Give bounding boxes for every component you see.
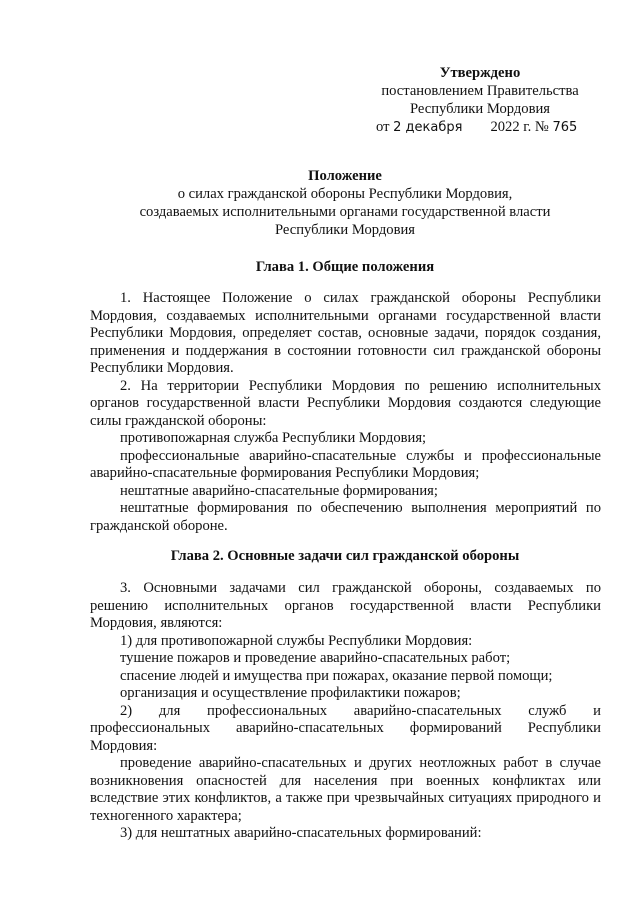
- paragraph: организация и осуществление профилактики пожаров;: [120, 685, 461, 701]
- date-prefix: от: [376, 119, 390, 135]
- paragraph: 2) для профессиональных аварийно-спасательных служб и профессиональных аварийно-спасательных формирований Республики Мордовия:: [90, 702, 601, 754]
- paragraph: 3) для нештатных аварийно-спасательных формирований:: [120, 825, 482, 841]
- paragraph: спасение людей и имущества при пожарах, оказание первой помощи;: [120, 667, 553, 684]
- approval-line-1: постановлением Правительства: [381, 83, 579, 99]
- paragraph: 1. Настоящее Положение о силах гражданской обороны Республики Мордовия, создаваемых исполнительными органами государственной власти Республики Мордовия, определяет состав, основные задачи, порядок создания, применения и поддержания в состоянии готовности сил гражданской обороны Республики Мордовия.: [90, 290, 601, 376]
- paragraph: 3. Основными задачами сил гражданской обороны, создаваемых по решению исполнительных органов государственной власти Республики Мордовия, являются:: [90, 580, 601, 631]
- paragraph: 1) для противопожарной службы Республики Мордовия:: [120, 632, 473, 649]
- document-subtitle-line-2: создаваемых исполнительными органами государственной власти: [139, 204, 551, 220]
- chapter-1-body: [90, 290, 601, 535]
- paragraph: нештатные аварийно-спасательные формирования;: [120, 482, 438, 499]
- document-title-block: [90, 167, 600, 239]
- date-year: 2022 г. №: [490, 119, 549, 135]
- date-day: 2 декабря: [393, 120, 463, 135]
- chapter-2-body: [90, 580, 601, 843]
- date-number: 765: [552, 120, 578, 135]
- approval-date-line: [370, 118, 590, 136]
- paragraph: тушение пожаров и проведение аварийно-спасательных работ;: [120, 650, 511, 666]
- document-subtitle-line-1: о силах гражданской обороны Республики Мордовия,: [177, 186, 513, 202]
- approval-title: Утверждено: [439, 65, 521, 81]
- approval-stamp: [370, 64, 590, 136]
- paragraph: 2. На территории Республики Мордовия по решению исполнительных органов государственной власти Республики Мордовия создаются следующие силы гражданской обороны:: [90, 377, 601, 429]
- paragraph: нештатные формирования по обеспечению выполнения мероприятий по гражданской обороне.: [90, 500, 601, 534]
- chapter-2-heading: Глава 2. Основные задачи сил гражданской обороны: [170, 548, 520, 564]
- approval-line-2: Республики Мордовия: [409, 101, 550, 117]
- document-title: Положение: [308, 168, 382, 184]
- paragraph: профессиональные аварийно-спасательные службы и профессиональные аварийно-спасательные формирования Республики Мордовия;: [90, 447, 601, 481]
- paragraph: проведение аварийно-спасательных и других неотложных работ в случае возникновения опасностей для населения при военных конфликтах или вследствие этих конфликтов, а также при чрезвычайных ситуациях природного и техногенного характера;: [90, 755, 601, 824]
- paragraph: противопожарная служба Республики Мордовия;: [120, 430, 427, 446]
- chapter-1-heading: Глава 1. Общие положения: [255, 259, 435, 275]
- document-subtitle-line-3: Республики Мордовия: [274, 222, 415, 238]
